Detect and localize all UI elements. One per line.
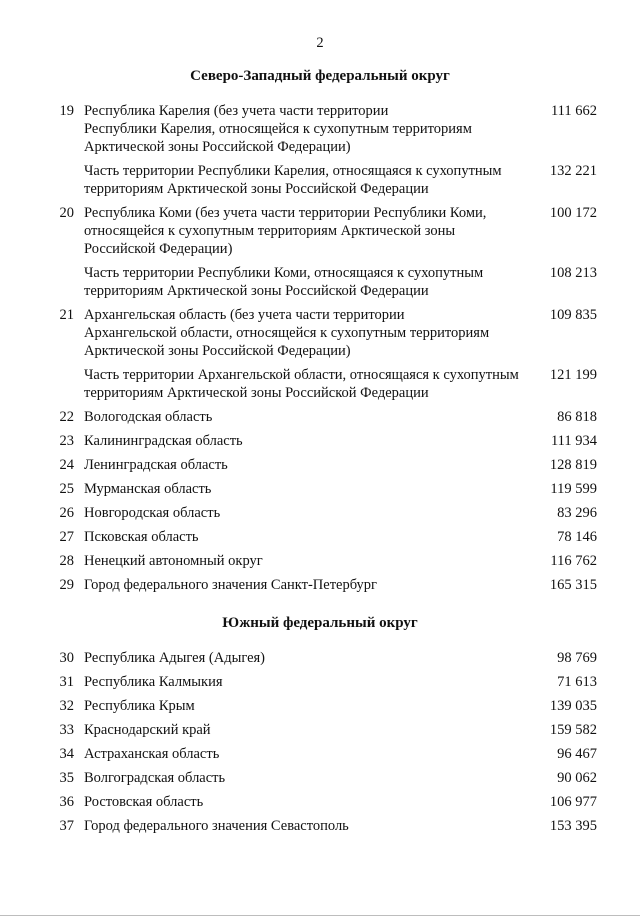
region-name-line: Часть территории Республики Карелия, относящаяся к сухопутным bbox=[84, 163, 502, 179]
region-name-line: относящейся к сухопутным территориям Арктической зоны bbox=[84, 223, 456, 239]
table-row bbox=[0, 162, 640, 198]
region-name bbox=[84, 306, 542, 360]
region-name-line: Ненецкий автономный округ bbox=[84, 553, 263, 569]
section-heading-south: Южный федеральный округ bbox=[222, 615, 418, 631]
region-name bbox=[84, 264, 542, 300]
region-name bbox=[84, 576, 542, 594]
region-name bbox=[84, 673, 542, 691]
region-name-line: Часть территории Архангельской области, относящаяся к сухопутным bbox=[84, 367, 519, 383]
row-value: 111 662 bbox=[550, 103, 597, 119]
row-number: 20 bbox=[59, 205, 74, 221]
region-name-line: Арктической зоны Российской Федерации) bbox=[84, 139, 351, 155]
table-row bbox=[0, 576, 640, 594]
region-name bbox=[84, 102, 542, 156]
row-number: 34 bbox=[59, 746, 74, 762]
region-name-line: Республика Крым bbox=[84, 698, 195, 714]
section-heading-northwest: Северо-Западный федеральный округ bbox=[190, 68, 450, 84]
region-name-line: территориям Арктической зоны Российской Федерации bbox=[84, 283, 429, 299]
page-bottom-rule bbox=[0, 915, 640, 916]
table-row bbox=[0, 366, 640, 402]
region-name-line: Калининградская область bbox=[84, 433, 243, 449]
region-name-line: Российской Федерации) bbox=[84, 241, 233, 257]
region-name-line: Астраханская область bbox=[84, 746, 220, 762]
row-number: 24 bbox=[59, 457, 74, 473]
region-name bbox=[84, 408, 542, 426]
region-name bbox=[84, 552, 542, 570]
table-row bbox=[0, 673, 640, 691]
row-value: 108 213 bbox=[549, 265, 597, 281]
region-name bbox=[84, 528, 542, 546]
region-name bbox=[84, 745, 542, 763]
region-name-line: Ленинградская область bbox=[84, 457, 228, 473]
row-number: 35 bbox=[59, 770, 74, 786]
row-number: 33 bbox=[59, 722, 74, 738]
table-row bbox=[0, 745, 640, 763]
table-row bbox=[0, 306, 640, 360]
region-name-line: Мурманская область bbox=[84, 481, 212, 497]
region-name bbox=[84, 456, 542, 474]
region-name bbox=[84, 769, 542, 787]
table-row bbox=[0, 817, 640, 835]
table-row bbox=[0, 504, 640, 522]
row-number: 29 bbox=[59, 577, 74, 593]
table-row bbox=[0, 102, 640, 156]
row-value: 121 199 bbox=[549, 367, 597, 383]
region-name-line: Город федерального значения Санкт-Петербург bbox=[84, 577, 378, 593]
table-row bbox=[0, 721, 640, 739]
region-name-line: Краснодарский край bbox=[84, 722, 211, 738]
row-number: 31 bbox=[59, 674, 74, 690]
row-value: 165 315 bbox=[549, 577, 597, 593]
region-name-line: Псковская область bbox=[84, 529, 199, 545]
region-name bbox=[84, 793, 542, 811]
table-row bbox=[0, 264, 640, 300]
row-number: 26 bbox=[59, 505, 74, 521]
row-value: 98 769 bbox=[557, 650, 597, 666]
table-row bbox=[0, 456, 640, 474]
table-row bbox=[0, 408, 640, 426]
region-name-line: Республика Карелия (без учета части территории bbox=[84, 103, 389, 119]
region-name-line: Ростовская область bbox=[84, 794, 204, 810]
row-value: 111 934 bbox=[550, 433, 597, 449]
row-value: 78 146 bbox=[557, 529, 597, 545]
table-row bbox=[0, 480, 640, 498]
region-name-line: Часть территории Республики Коми, относящаяся к сухопутным bbox=[84, 265, 484, 281]
row-value: 96 467 bbox=[557, 746, 597, 762]
region-name-line: Новгородская область bbox=[84, 505, 221, 521]
table-row bbox=[0, 649, 640, 667]
table-row bbox=[0, 204, 640, 258]
row-value: 86 818 bbox=[557, 409, 597, 425]
row-value: 159 582 bbox=[549, 722, 597, 738]
region-name bbox=[84, 817, 542, 835]
region-name bbox=[84, 504, 542, 522]
row-value: 128 819 bbox=[549, 457, 597, 473]
region-name bbox=[84, 432, 542, 450]
row-number: 23 bbox=[59, 433, 74, 449]
row-value: 71 613 bbox=[557, 674, 597, 690]
row-number: 21 bbox=[59, 307, 74, 323]
row-value: 90 062 bbox=[557, 770, 597, 786]
row-value: 106 977 bbox=[549, 794, 597, 810]
row-number: 19 bbox=[59, 103, 74, 119]
region-name-line: Архангельской области, относящейся к сухопутным территориям bbox=[84, 325, 490, 341]
region-name-line: территориям Арктической зоны Российской Федерации bbox=[84, 385, 429, 401]
region-name bbox=[84, 649, 542, 667]
region-name-line: Республики Карелия, относящейся к сухопутным территориям bbox=[84, 121, 472, 137]
region-name bbox=[84, 366, 542, 402]
row-value: 139 035 bbox=[549, 698, 597, 714]
region-name-line: Волгоградская область bbox=[84, 770, 226, 786]
table-row bbox=[0, 769, 640, 787]
table-row bbox=[0, 793, 640, 811]
row-number: 32 bbox=[59, 698, 74, 714]
region-name-line: Вологодская область bbox=[84, 409, 213, 425]
row-number: 27 bbox=[59, 529, 74, 545]
row-value: 100 172 bbox=[549, 205, 597, 221]
row-value: 153 395 bbox=[549, 818, 597, 834]
region-name bbox=[84, 721, 542, 739]
row-number: 28 bbox=[59, 553, 74, 569]
table-row bbox=[0, 697, 640, 715]
row-value: 83 296 bbox=[557, 505, 597, 521]
row-number: 25 bbox=[59, 481, 74, 497]
region-name-line: Республика Коми (без учета части территории Республики Коми, bbox=[84, 205, 487, 221]
region-name bbox=[84, 204, 542, 258]
region-name-line: Город федерального значения Севастополь bbox=[84, 818, 349, 834]
row-value: 109 835 bbox=[549, 307, 597, 323]
table-row bbox=[0, 528, 640, 546]
row-number: 36 bbox=[59, 794, 74, 810]
region-name-line: Арктической зоны Российской Федерации) bbox=[84, 343, 351, 359]
region-name-line: Республика Калмыкия bbox=[84, 674, 223, 690]
region-name-line: Республика Адыгея (Адыгея) bbox=[84, 650, 266, 666]
row-number: 37 bbox=[59, 818, 74, 834]
region-name-line: Архангельская область (без учета части территории bbox=[84, 307, 405, 323]
page-number: 2 bbox=[316, 35, 324, 51]
region-name bbox=[84, 697, 542, 715]
row-value: 116 762 bbox=[550, 553, 597, 569]
row-value: 132 221 bbox=[549, 163, 597, 179]
region-name bbox=[84, 162, 542, 198]
region-name-line: территориям Арктической зоны Российской Федерации bbox=[84, 181, 429, 197]
row-value: 119 599 bbox=[550, 481, 597, 497]
row-number: 22 bbox=[59, 409, 74, 425]
table-row bbox=[0, 552, 640, 570]
region-name bbox=[84, 480, 542, 498]
row-number: 30 bbox=[59, 650, 74, 666]
table-row bbox=[0, 432, 640, 450]
